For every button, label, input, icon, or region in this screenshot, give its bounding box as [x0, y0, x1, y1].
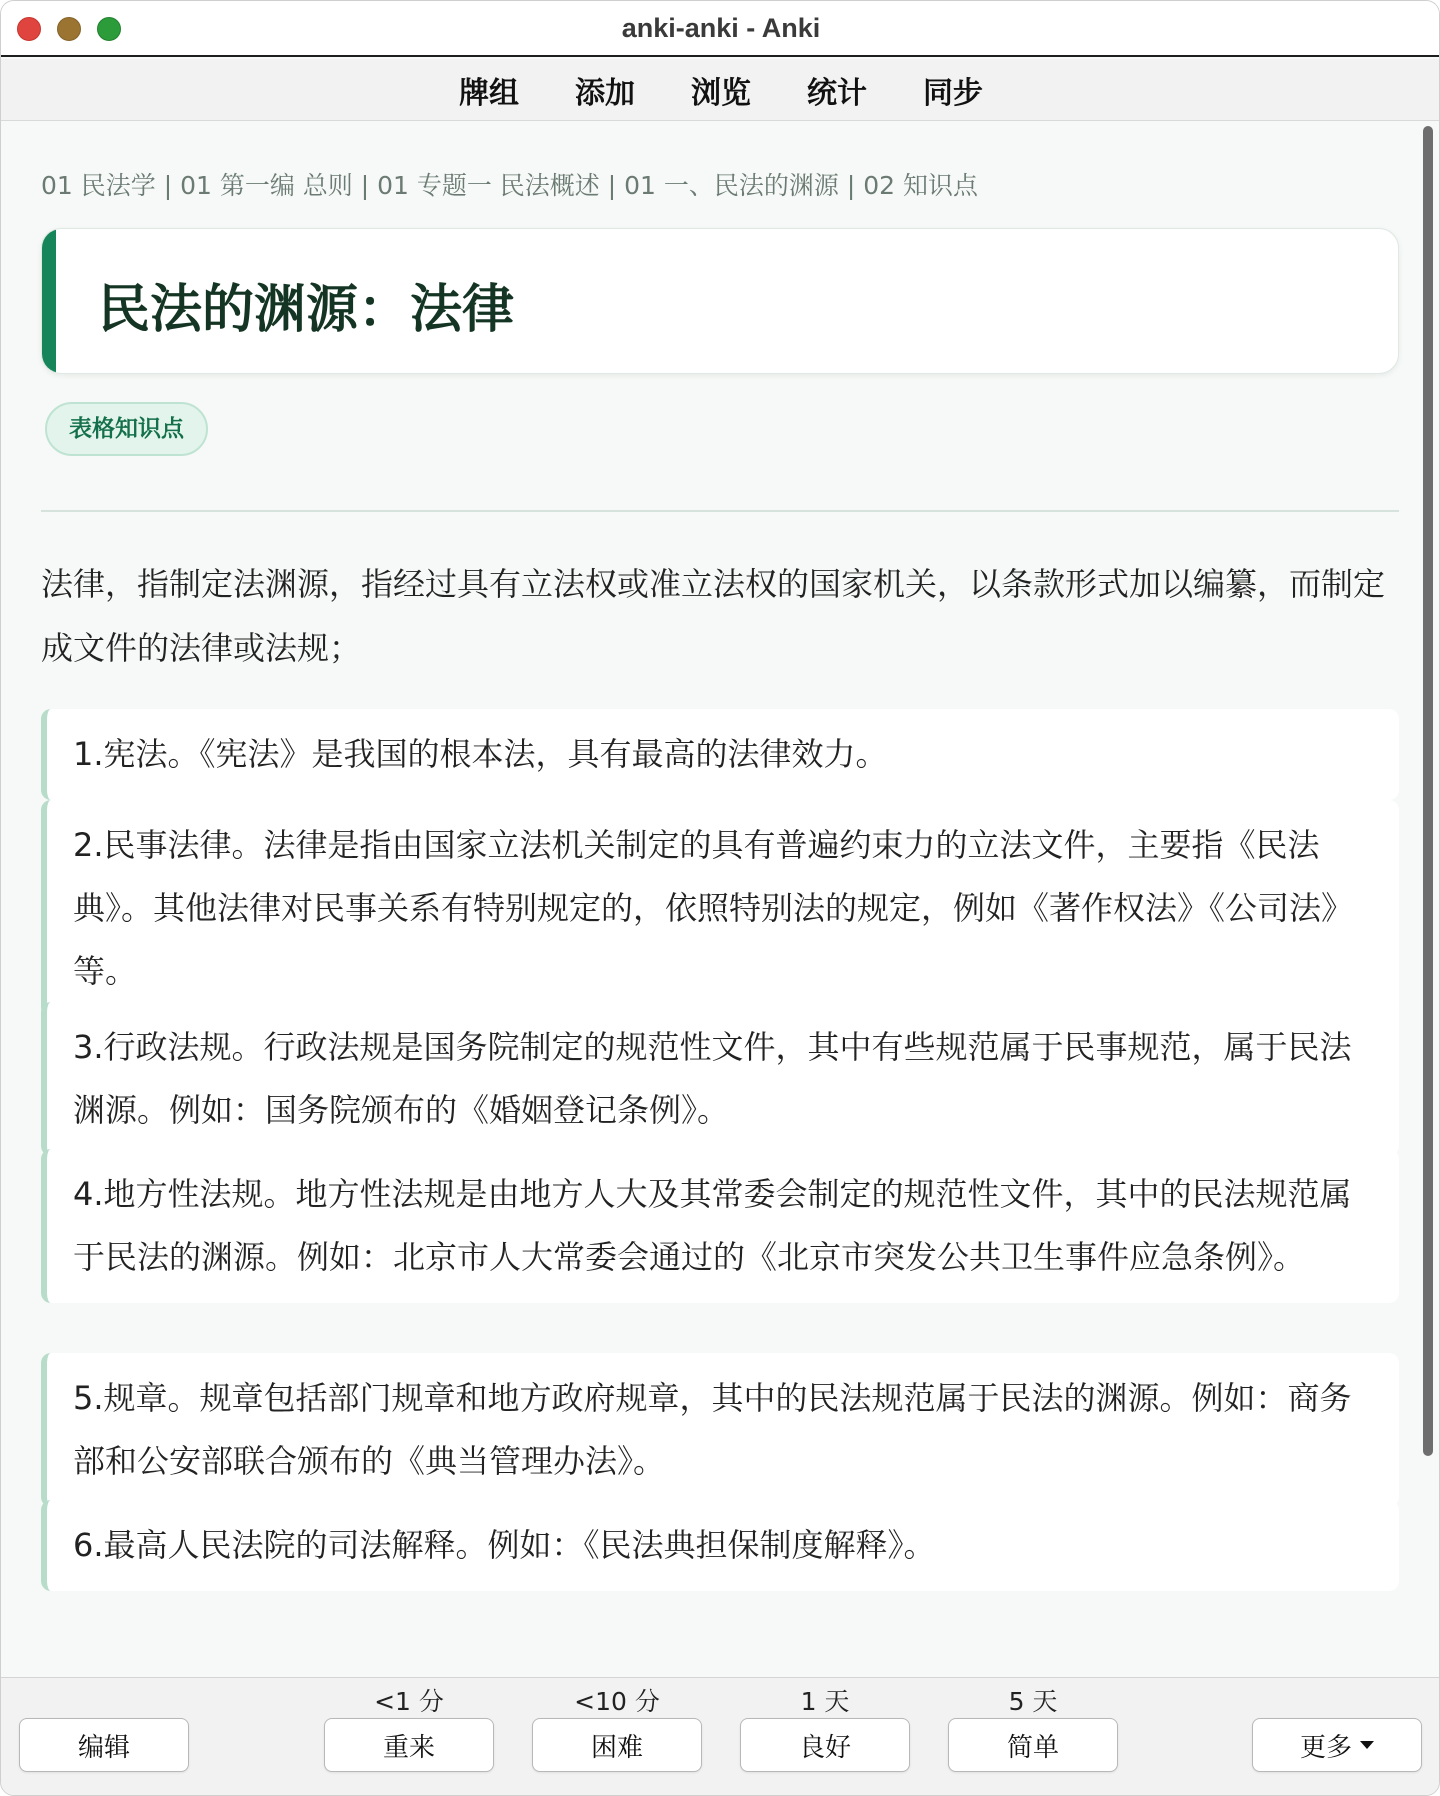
title-bar [1, 1, 1440, 57]
scrollbar[interactable] [1421, 126, 1435, 1671]
list-item: 6.最高人民法院的司法解释。例如：《民法典担保制度解释》。 [41, 1500, 1399, 1591]
edit-button[interactable]: 编辑 [19, 1718, 189, 1772]
review-footer [1, 1677, 1440, 1796]
title-accent-bar [42, 229, 56, 373]
card-title: 民法的渊源：法律 [98, 280, 515, 340]
main-toolbar [1, 59, 1440, 121]
hard-button[interactable]: 困难 [532, 1718, 702, 1772]
chevron-down-icon [1360, 1741, 1374, 1749]
list-item: 1.宪法。《宪法》是我国的根本法，具有最高的法律效力。 [41, 709, 1399, 800]
good-button[interactable]: 良好 [740, 1718, 910, 1772]
scrollbar-thumb[interactable] [1423, 126, 1433, 1456]
card-title-box [41, 228, 1399, 374]
easy-due: 5 天 [1008, 1687, 1058, 1716]
hard-due: <10 分 [574, 1687, 660, 1716]
again-button[interactable]: 重来 [324, 1718, 494, 1772]
more-label: 更多 [1299, 1732, 1352, 1763]
good-due: 1 天 [800, 1687, 850, 1716]
list-item: 3.行政法规。行政法规是国务院制定的规范性文件，其中有些规范属于民事规范，属于民法渊源。例如：国务院颁布的《婚姻登记条例》。 [41, 1002, 1399, 1156]
toolbar-add[interactable]: 添加 [575, 75, 635, 111]
card-content [1, 122, 1440, 1677]
toolbar-stats[interactable]: 统计 [807, 75, 867, 111]
easy-button[interactable]: 简单 [948, 1718, 1118, 1772]
more-button[interactable] [1252, 1718, 1422, 1772]
toolbar-sync[interactable]: 同步 [923, 75, 983, 111]
divider [41, 510, 1399, 512]
breadcrumb: 01 民法学 | 01 第一编 总则 | 01 专题一 民法概述 | 01 一、民法的渊源 | 02 知识点 [41, 171, 978, 200]
window-title: anki-anki - Anki [621, 13, 821, 43]
toolbar-browse[interactable]: 浏览 [691, 75, 751, 111]
toolbar-decks[interactable]: 牌组 [459, 75, 519, 111]
again-due: <1 分 [374, 1687, 444, 1716]
list-item: 4.地方性法规。地方性法规是由地方人大及其常委会制定的规范性文件，其中的民法规范属于民法的渊源。例如：北京市人大常委会通过的《北京市突发公共卫生事件应急条例》。 [41, 1149, 1399, 1303]
intro-text: 法律，指制定法渊源，指经过具有立法权或准立法权的国家机关，以条款形式加以编纂，而制定成文件的法律或法规； [41, 565, 1386, 667]
list-item: 5.规章。规章包括部门规章和地方政府规章，其中的民法规范属于民法的渊源。例如：商务部和公安部联合颁布的《典当管理办法》。 [41, 1353, 1399, 1507]
list-item: 2.民事法律。法律是指由国家立法机关制定的具有普遍约束力的立法文件，主要指《民法典》。其他法律对民事关系有特别规定的，依照特别法的规定，例如《著作权法》《公司法》等。 [41, 800, 1399, 1017]
tag-badge: 表格知识点 [45, 402, 208, 456]
